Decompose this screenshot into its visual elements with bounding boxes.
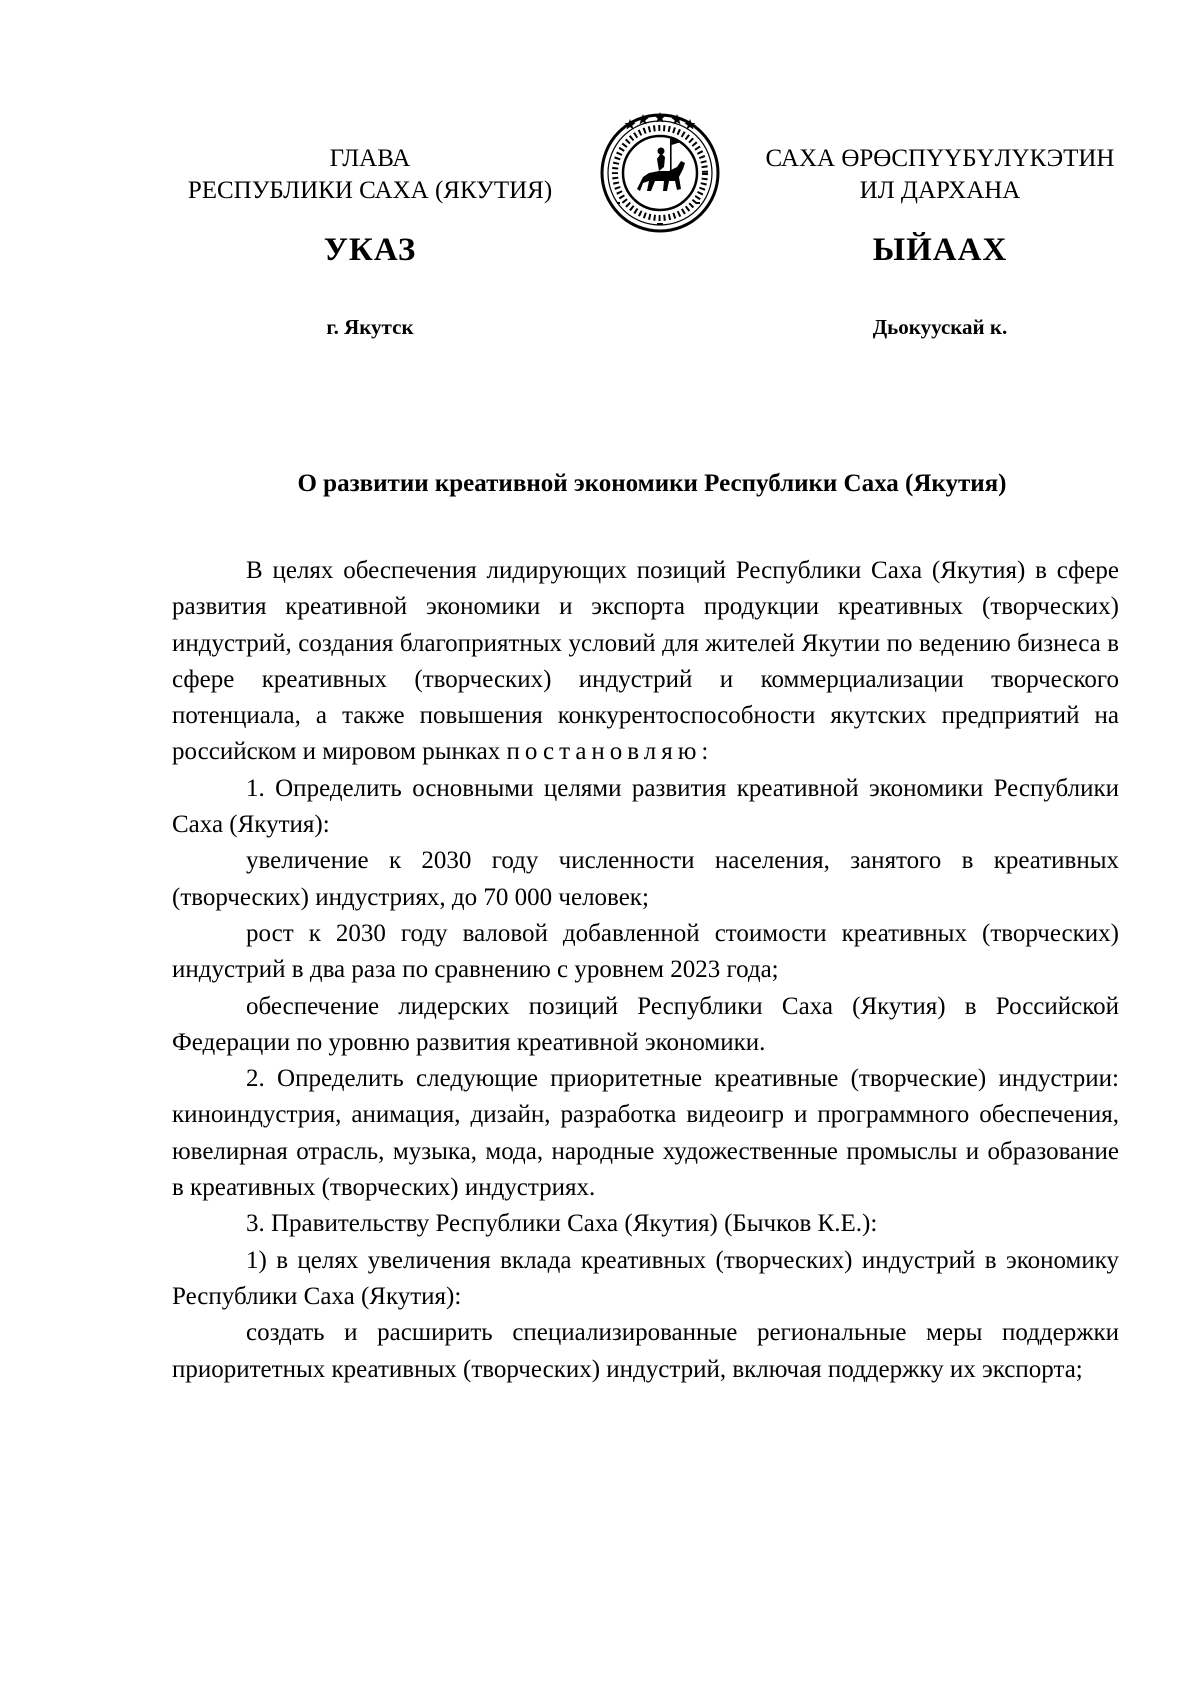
city-sah: Дьокуускай к. xyxy=(872,315,1008,339)
paragraph: 1) в целях увеличения вклада креативных (творческих) индустрий в экономику Республики Саха (Якутия): xyxy=(172,1246,1119,1310)
header-left-line2: РЕСПУБЛИКИ САХА (ЯКУТИЯ) xyxy=(187,177,553,204)
preamble-text: В целях обеспечения лидирующих позиций Республики Саха (Якутия) в сфере развития креативной экономики и экспорта продукции креативных (творческих) индустрий, создания благоприятных условий для жителей Якутии по ведению бизнеса в сфере креативных (творческих) индустрий и коммерциализации творческого потенциала, а также повышения конкурентоспособности якутских предприятий на российском и мировом рынках xyxy=(172,557,1119,766)
city-ru: г. Якутск xyxy=(326,315,414,339)
paragraph: обеспечение лидерских позиций Республики Саха (Якутия) в Российской Федерации по уровню развития креативной экономики. xyxy=(172,992,1119,1056)
doc-type-sah: ЫЙААХ xyxy=(872,232,1008,268)
paragraph: 1. Определить основными целями развития креативной экономики Республики Саха (Якутия): xyxy=(172,774,1119,839)
document-title: О развитии креативной экономики Республики Саха (Якутия) xyxy=(297,470,1007,497)
header-right-line1: САХА ӨРӨСПҮҮБҮЛҮКЭТИН xyxy=(765,145,1115,172)
document-body xyxy=(172,553,1119,1388)
header-right-line2: ИЛ ДАРХАНА xyxy=(859,177,1021,204)
paragraph: увеличение к 2030 году численности населения, занятого в креативных (творческих) индустриях, до 70 000 человек; xyxy=(172,847,1119,911)
paragraph: рост к 2030 году валовой добавленной стоимости креативных (творческих) индустрий в два раза по сравнению с уровнем 2023 года; xyxy=(172,919,1119,984)
header-left-line1: ГЛАВА xyxy=(329,145,411,172)
header-left xyxy=(170,143,570,207)
preamble-paragraph xyxy=(172,553,1119,771)
paragraph: 2. Определить следующие приоритетные креативные (творческие) индустрии: киноиндустрия, анимация, дизайн, разработка видеоигр и программного обеспечения, ювелирная отрасль, музыка, мода, народные художественные промыслы и образование в креативных (творческих) индустриях. xyxy=(172,1065,1119,1202)
paragraph: создать и расширить специализированные региональные меры поддержки приоритетных креативных (творческих) индустрий, включая поддержку их экспорта; xyxy=(172,1319,1119,1383)
paragraph: 3. Правительству Республики Саха (Якутия) (Бычков К.Е.): xyxy=(246,1210,878,1238)
coat-of-arms-icon xyxy=(597,107,723,233)
decree-word: постановляю: xyxy=(506,738,714,766)
doc-type-ru: УКАЗ xyxy=(323,232,417,268)
header-right xyxy=(755,143,1125,207)
